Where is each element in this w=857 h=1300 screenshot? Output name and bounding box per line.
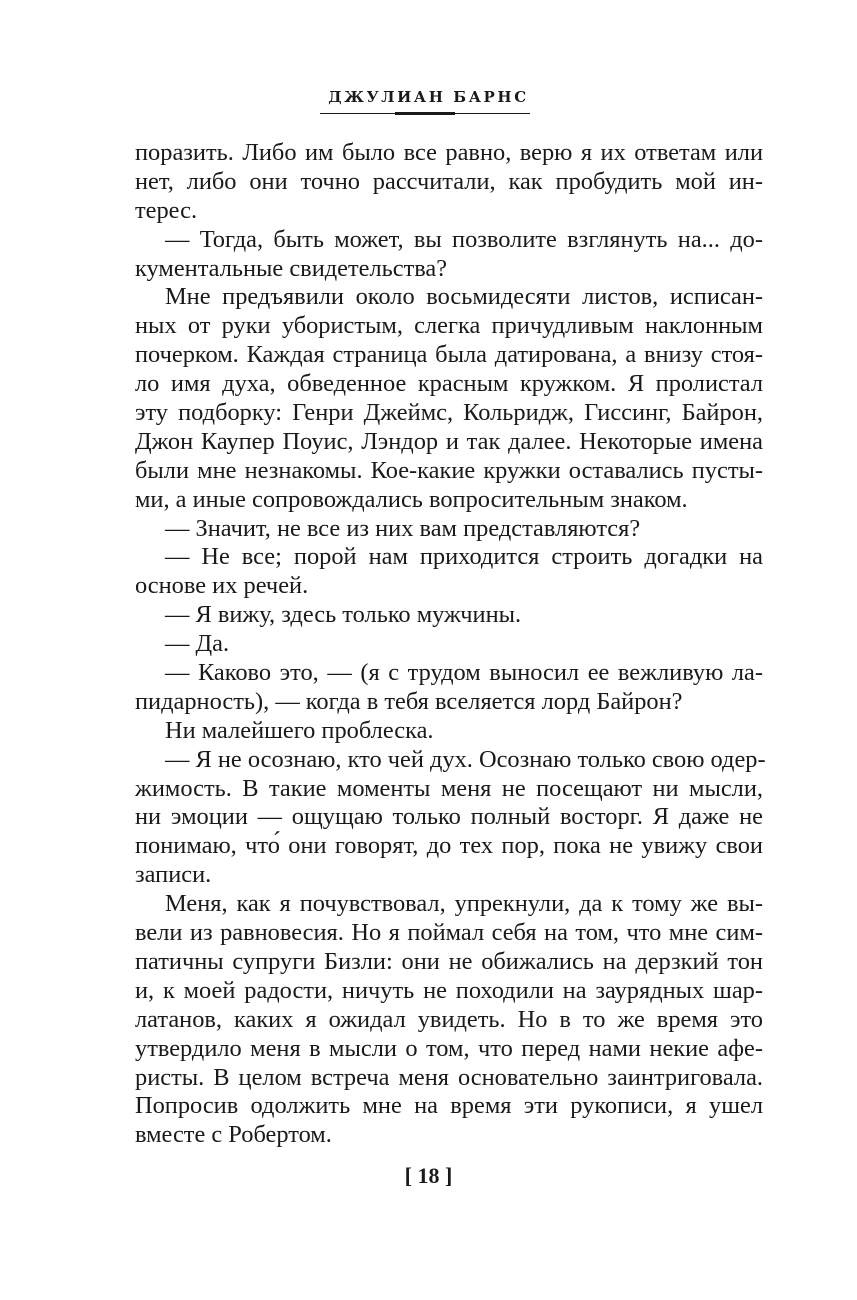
text-line: почерком. Каждая страница была датирована, а внизу стоя- [135,341,763,369]
text-line: — Я вижу, здесь только мужчины. [165,601,522,629]
text-line: Попросив одолжить мне на время эти рукописи, я ушел [135,1092,763,1120]
text-line: основе их речей. [135,572,309,600]
text-line: и, к моей радости, ничуть не походили на заурядных шар- [135,976,763,1004]
text-line: ных от руки убористым, слегка причудливым наклонным [135,312,763,340]
text-line: латанов, каких я ожидал увидеть. Но в то же время это [135,1005,763,1033]
text-line: нет, либо они точно рассчитали, как пробудить мой ин- [135,167,763,195]
text-line: Мне предъявили около восьмидесяти листов, исписан- [165,283,763,311]
text-line: — Каково это, — (я с трудом выносил ее вежливую ла- [165,659,763,687]
text-line: ристы. В целом встреча меня основательно заинтриговала. [135,1063,763,1091]
text-line: вели из равновесия. Но я поймал себя на том, что мне сим- [135,919,763,947]
text-line: Джон Каупер Поуис, Лэндор и так далее. Некоторые имена [135,427,763,455]
body-text [135,139,766,1150]
text-line: патичны супруги Бизли: они не обижались на дерзкий тон [135,947,763,975]
text-line: — Я не осознаю, кто чей дух. Осознаю только свою одер- [165,745,766,773]
text-line: ми, а иные сопровождались вопросительным знаком. [135,485,688,513]
text-line: — Значит, не все из них вам представляются? [165,514,641,542]
text-line: ни эмоции — ощущаю только полный восторг. Я даже не [135,803,763,831]
text-line: Меня, как я почувствовал, упрекнули, да к тому же вы- [165,890,763,918]
running-head-author: ДЖУЛИАН БАРНС [328,88,529,106]
text-line: утвердило меня в мысли о том, что перед нами некие афе- [135,1034,763,1062]
text-line: жимость. В такие моменты меня не посещают ни мысли, [135,774,763,802]
text-line: — Тогда, быть может, вы позволите взглянуть на... до- [165,225,763,253]
text-line: терес. [135,196,198,224]
text-line: — Да. [165,630,230,658]
text-line: понимаю, что́ они говорят, до тех пор, пока не увижу свои [135,832,763,860]
text-line: записи. [135,861,212,889]
text-line: пидарность), — когда в тебя вселяется лорд Байрон? [135,687,683,715]
text-line: были мне незнакомы. Кое-какие кружки оставались пусты- [135,456,763,484]
text-line: вместе с Робертом. [135,1121,332,1149]
text-line: — Не все; порой нам приходится строить догадки на [165,543,763,571]
text-line: поразить. Либо им было все равно, верю я их ответам или [135,139,763,166]
text-line: ло имя духа, обведенное красным кружком. Я пролистал [135,370,763,398]
text-line: эту подборку: Генри Джеймс, Кольридж, Гиссинг, Байрон, [135,399,763,427]
header-rule-accent [395,112,455,115]
page-number: [ 18 ] [404,1163,453,1188]
text-line: Ни малейшего проблеска. [165,716,434,744]
text-line: кументальные свидетельства? [135,254,448,282]
